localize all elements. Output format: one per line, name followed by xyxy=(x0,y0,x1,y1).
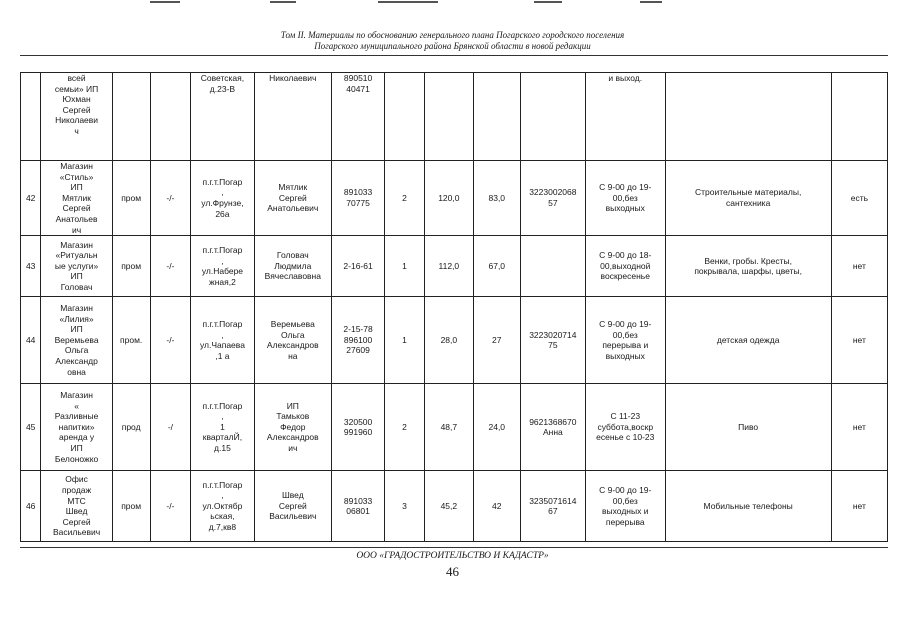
cell-hours: С 9-00 до 19- 00,без выходных xyxy=(585,161,665,236)
cell-zone xyxy=(112,73,150,161)
cell-goods: детская одежда xyxy=(665,297,831,384)
table-row xyxy=(21,297,888,384)
cell-owner: Николаевич xyxy=(254,73,332,161)
cell-owner: Веремьева Ольга Александров на xyxy=(254,297,332,384)
cell-name: Магазин «Ритуальн ые услуги» ИП Головач xyxy=(41,236,112,297)
retail-register-table xyxy=(20,72,888,542)
cell-num xyxy=(21,73,41,161)
cell-area-total xyxy=(424,73,473,161)
table-row xyxy=(21,73,888,161)
cell-num: 44 xyxy=(21,297,41,384)
cell-num: 45 xyxy=(21,384,41,471)
cell-mark xyxy=(150,73,191,161)
cell-hours: С 9-00 до 18- 00,выходной воскресенье xyxy=(585,236,665,297)
cell-mark: -/- xyxy=(150,236,191,297)
header-line-1: Том II. Материалы по обоснованию генерального плана Погарского городского поселения xyxy=(280,30,625,40)
scan-artifact xyxy=(534,1,562,3)
cell-area-total: 48,7 xyxy=(424,384,473,471)
cell-phone: 890510 40471 xyxy=(332,73,385,161)
table-row xyxy=(21,161,888,236)
cell-staff: 1 xyxy=(385,297,425,384)
cell-hours: и выход. xyxy=(585,73,665,161)
cell-num: 42 xyxy=(21,161,41,236)
header-line-2: Погарского муниципального района Брянской области в новой редакции xyxy=(314,41,591,51)
cell-num: 46 xyxy=(21,471,41,542)
cell-area-total: 45,2 xyxy=(424,471,473,542)
cell-owner: ИП Тамьков Федор Александров ич xyxy=(254,384,332,471)
scan-artifact xyxy=(378,1,438,3)
cell-parking: нет xyxy=(831,471,887,542)
cell-inn xyxy=(520,73,585,161)
cell-mark: -/- xyxy=(150,161,191,236)
table-row xyxy=(21,471,888,542)
cell-area-total: 28,0 xyxy=(424,297,473,384)
cell-staff: 3 xyxy=(385,471,425,542)
cell-owner: Мятлик Сергей Анатольевич xyxy=(254,161,332,236)
cell-phone: 2-16-61 xyxy=(332,236,385,297)
cell-phone: 891033 70775 xyxy=(332,161,385,236)
cell-area-trade: 67,0 xyxy=(473,236,520,297)
cell-name: Магазин «Стиль» ИП Мятлик Сергей Анатольев ич xyxy=(41,161,112,236)
cell-phone: 320500 991960 xyxy=(332,384,385,471)
page-number: 46 xyxy=(446,564,459,579)
footer-company: ООО «ГРАДОСТРОИТЕЛЬСТВО И КАДАСТР» xyxy=(356,551,549,561)
cell-inn: 3223020714 75 xyxy=(520,297,585,384)
cell-goods: Мобильные телефоны xyxy=(665,471,831,542)
cell-hours: С 11-23 суббота,воскр есенье с 10-23 xyxy=(585,384,665,471)
cell-area-trade xyxy=(473,73,520,161)
cell-address: п.г.т.Погар , 1 кварталЙ, д.15 xyxy=(191,384,254,471)
cell-goods xyxy=(665,73,831,161)
cell-goods: Пиво xyxy=(665,384,831,471)
cell-area-total: 112,0 xyxy=(424,236,473,297)
cell-hours: С 9-00 до 19- 00,без выходных и перерыва xyxy=(585,471,665,542)
cell-parking: нет xyxy=(831,384,887,471)
cell-zone: пром. xyxy=(112,297,150,384)
cell-zone: прод xyxy=(112,384,150,471)
cell-staff: 1 xyxy=(385,236,425,297)
cell-inn: 3223002068 57 xyxy=(520,161,585,236)
cell-address: п.г.т.Погар , ул.Набере жная,2 xyxy=(191,236,254,297)
cell-address: п.г.т.Погар , ул.Фрунзе, 26а xyxy=(191,161,254,236)
cell-area-total: 120,0 xyxy=(424,161,473,236)
scan-artifact xyxy=(640,1,662,3)
cell-inn: 9621368670 Анна xyxy=(520,384,585,471)
cell-name: Офис продаж МТС Швед Сергей Васильевич xyxy=(41,471,112,542)
cell-inn: 3235071614 67 xyxy=(520,471,585,542)
header-divider xyxy=(20,55,888,56)
cell-name: Магазин « Разливные напитки» аренда у ИП Белоножко xyxy=(41,384,112,471)
cell-parking xyxy=(831,73,887,161)
cell-zone: пром xyxy=(112,161,150,236)
cell-staff xyxy=(385,73,425,161)
cell-goods: Венки, гробы. Кресты, покрывала, шарфы, цветы, xyxy=(665,236,831,297)
cell-parking: есть xyxy=(831,161,887,236)
cell-owner: Головач Людмила Вячеславовна xyxy=(254,236,332,297)
cell-address: п.г.т.Погар , ул.Чапаева ,1 а xyxy=(191,297,254,384)
cell-address: Советская, д.23-В xyxy=(191,73,254,161)
cell-zone: пром xyxy=(112,471,150,542)
cell-phone: 2-15-78 896100 27609 xyxy=(332,297,385,384)
cell-staff: 2 xyxy=(385,384,425,471)
cell-mark: -/- xyxy=(150,297,191,384)
cell-mark: -/ xyxy=(150,384,191,471)
cell-area-trade: 42 xyxy=(473,471,520,542)
cell-owner: Швед Сергей Васильевич xyxy=(254,471,332,542)
cell-mark: -/- xyxy=(150,471,191,542)
cell-hours: С 9-00 до 19- 00,без перерыва и выходных xyxy=(585,297,665,384)
cell-area-trade: 83,0 xyxy=(473,161,520,236)
cell-parking: нет xyxy=(831,297,887,384)
cell-phone: 891033 06801 xyxy=(332,471,385,542)
cell-inn xyxy=(520,236,585,297)
footer-divider xyxy=(20,547,888,548)
scan-artifact xyxy=(270,1,296,3)
cell-area-trade: 24,0 xyxy=(473,384,520,471)
cell-goods: Строительные материалы, сантехника xyxy=(665,161,831,236)
scan-artifact xyxy=(150,1,180,3)
cell-staff: 2 xyxy=(385,161,425,236)
cell-num: 43 xyxy=(21,236,41,297)
cell-area-trade: 27 xyxy=(473,297,520,384)
cell-zone: пром xyxy=(112,236,150,297)
cell-name: всей семьи» ИП Юхман Сергей Николаеви ч xyxy=(41,73,112,161)
cell-name: Магазин «Лилия» ИП Веремьева Ольга Александр овна xyxy=(41,297,112,384)
cell-parking: нет xyxy=(831,236,887,297)
table-row xyxy=(21,236,888,297)
table-row xyxy=(21,384,888,471)
cell-address: п.г.т.Погар , ул.Октябр ьская, д.7,кв8 xyxy=(191,471,254,542)
page-header xyxy=(0,30,905,52)
